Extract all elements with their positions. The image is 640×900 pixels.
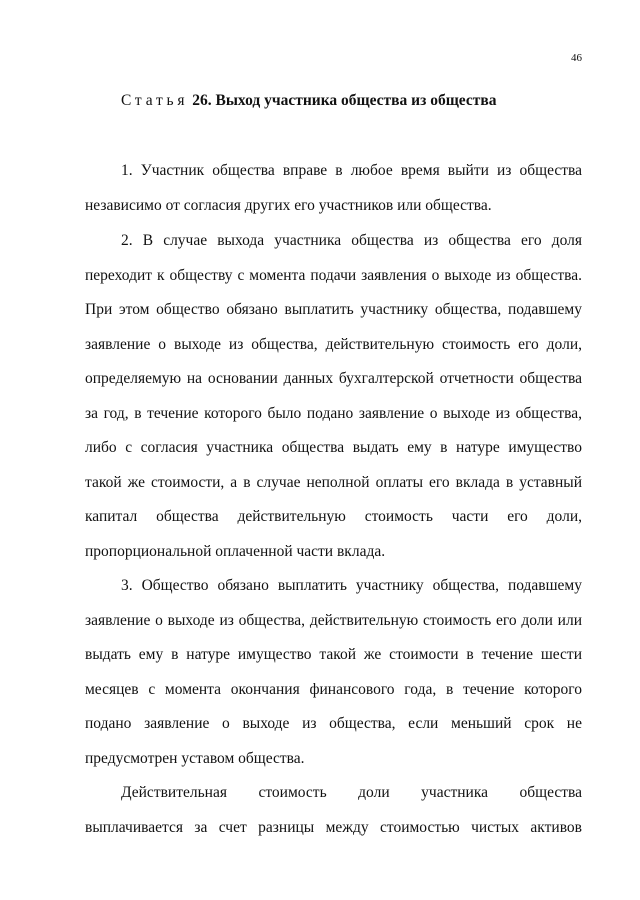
paragraph-line: 1. Участник общества вправе в любое время выйти из общества [121,162,582,179]
paragraph-line: за год, в течение которого было подано заявление о выходе из общества, [85,405,582,422]
paragraph-line: заявление о выходе из общества, действительную стоимость его доли, [85,336,582,353]
article-number: 26. [192,92,212,109]
paragraph-line: пропорциональной оплаченной части вклада. [85,543,386,560]
paragraph-line: капитал общества действительную стоимость части его доли, [85,508,582,525]
paragraph-line: переходит к обществу с момента подачи заявления о выходе из общества. [85,267,582,284]
article-label: Статья [121,92,189,109]
article-heading [121,92,496,110]
paragraph-line: определяемую на основании данных бухгалтерской отчетности общества [85,370,582,387]
article-title: Выход участника общества из общества [215,92,497,109]
paragraph-line: Действительная стоимость доли участника общества [121,784,582,801]
page-number: 46 [571,52,582,64]
paragraph-line: 3. Общество обязано выплатить участнику общества, подавшему [121,577,582,594]
paragraph-line: 2. В случае выхода участника общества из общества его доля [121,232,582,249]
paragraph-line: предусмотрен уставом общества. [85,750,305,767]
paragraph-line: либо с согласия участника общества выдать ему в натуре имущество [85,439,582,456]
paragraph-line: месяцев с момента окончания финансового года, в течение которого [85,681,582,698]
paragraph-line: независимо от согласия других его участников или общества. [85,197,492,214]
paragraph-line: подано заявление о выходе из общества, если меньший срок не [85,715,582,732]
paragraph-line: заявление о выходе из общества, действительную стоимость его доли или [85,612,582,629]
paragraph-line: выплачивается за счет разницы между стоимостью чистых активов [85,819,582,836]
paragraph-line: выдать ему в натуре имущество такой же стоимости в течение шести [85,646,582,663]
paragraph-line: При этом общество обязано выплатить участнику общества, подавшему [85,301,582,318]
paragraph-line: такой же стоимости, а в случае неполной оплаты его вклада в уставный [85,474,582,491]
